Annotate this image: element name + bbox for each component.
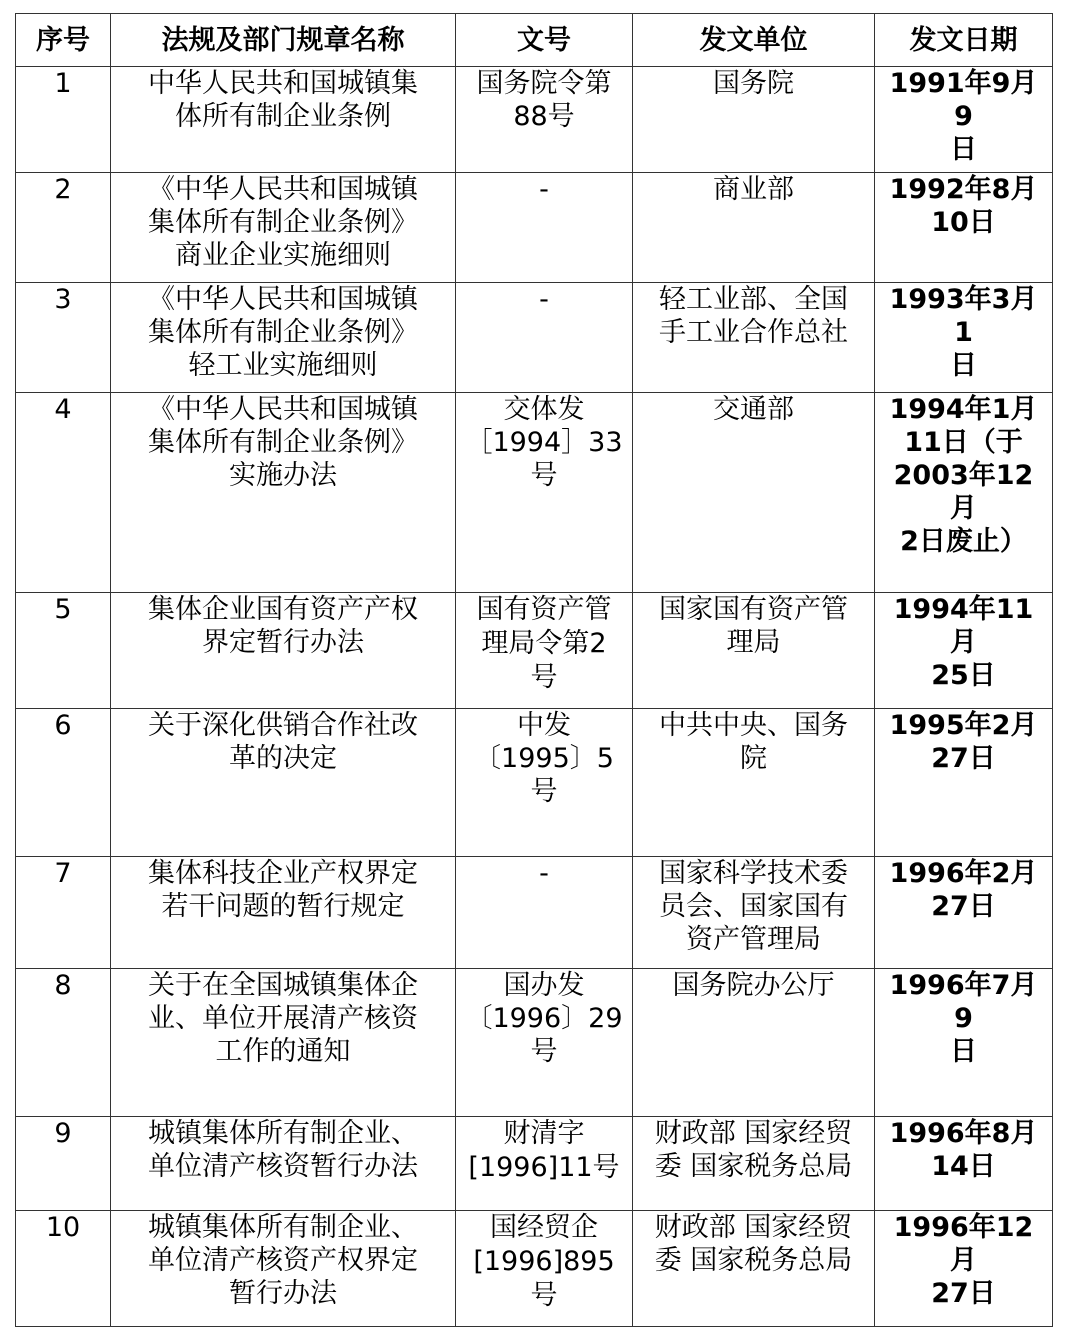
issuing-authority-cell (633, 1211, 875, 1327)
issuing-authority-cell (633, 283, 875, 393)
header-issuing-authority: 发文单位 (633, 14, 875, 67)
issuing-authority-cell (633, 173, 875, 283)
regulation-name-cell (111, 173, 456, 283)
regulation-name-cell (111, 283, 456, 393)
document-number-cell (456, 593, 633, 709)
issue-date-cell (875, 593, 1053, 709)
row-number-cell (16, 709, 111, 857)
document-number: 交体发 ［1994］33 号 (465, 394, 623, 491)
issue-date-cell (875, 393, 1053, 593)
header-issue-date: 发文日期 (875, 14, 1053, 67)
issuing-authority: 财政部 国家经贸 委 国家税务总局 (654, 1118, 853, 1182)
issuing-authority-cell (633, 67, 875, 173)
row-number-cell (16, 1211, 111, 1327)
header-document-number: 文号 (456, 14, 633, 67)
issue-date-cell (875, 1117, 1053, 1211)
table-row (16, 709, 1053, 857)
issuing-authority-cell (633, 857, 875, 969)
row-number-cell (16, 67, 111, 173)
regulation-name-cell (111, 969, 456, 1117)
issuing-authority: 中共中央、国务 院 (659, 710, 848, 774)
table-header-row (16, 14, 1053, 67)
header-regulation-name: 法规及部门规章名称 (111, 14, 456, 67)
document-number: 国经贸企 [1996]895 号 (473, 1212, 615, 1311)
row-number: 4 (54, 394, 72, 425)
regulation-name-cell (111, 393, 456, 593)
regulation-name-cell (111, 67, 456, 173)
row-number: 6 (54, 710, 72, 741)
document-number: - (539, 284, 549, 315)
regulation-name: 《中华人民共和国城镇 集体所有制企业条例》 轻工业实施细则 (148, 284, 418, 381)
regulation-name: 《中华人民共和国城镇 集体所有制企业条例》 商业企业实施细则 (148, 174, 418, 271)
issuing-authority-cell (633, 969, 875, 1117)
issuing-authority-cell (633, 1117, 875, 1211)
issuing-authority: 国家国有资产管 理局 (659, 594, 848, 658)
issue-date: 1991年9月9 日 (889, 68, 1038, 165)
document-number-cell (456, 1117, 633, 1211)
table-row (16, 393, 1053, 593)
regulation-name-cell (111, 1117, 456, 1211)
row-number: 3 (54, 284, 72, 315)
document-number: - (539, 858, 549, 889)
row-number: 1 (54, 68, 72, 99)
issuing-authority: 轻工业部、全国 手工业合作总社 (659, 284, 848, 348)
document-number-cell (456, 283, 633, 393)
regulation-name: 关于在全国城镇集体企 业、单位开展清产核资 工作的通知 (148, 970, 418, 1067)
issue-date: 1994年1月 11日（于 2003年12月 2日废止） (889, 394, 1038, 557)
regulation-name: 城镇集体所有制企业、 单位清产核资暂行办法 (148, 1118, 418, 1182)
document-number-cell (456, 1211, 633, 1327)
row-number: 8 (54, 970, 72, 1001)
row-number-cell (16, 393, 111, 593)
row-number-cell (16, 1117, 111, 1211)
issue-date-cell (875, 173, 1053, 283)
table-row (16, 969, 1053, 1117)
issuing-authority: 国务院 (713, 68, 794, 99)
document-number: 国有资产管 理局令第2 号 (476, 594, 612, 693)
issue-date: 1996年12月 27日 (893, 1212, 1034, 1309)
document-number: 财清字 [1996]11号 (468, 1118, 620, 1183)
table-row (16, 173, 1053, 283)
issue-date-cell (875, 283, 1053, 393)
issuing-authority: 交通部 (713, 394, 794, 425)
document-number: 中发 〔1995〕5 号 (474, 710, 614, 807)
document-number-cell (456, 173, 633, 283)
issue-date-cell (875, 857, 1053, 969)
regulations-table (15, 13, 1053, 1327)
issue-date-cell (875, 1211, 1053, 1327)
document-number: 国务院令第 88号 (476, 68, 612, 132)
issuing-authority: 国家科学技术委 员会、国家国有 资产管理局 (659, 858, 848, 955)
document-number: 国办发 〔1996〕29 号 (465, 970, 623, 1067)
issue-date: 1993年3月1 日 (889, 284, 1038, 381)
issue-date: 1996年8月 14日 (889, 1118, 1038, 1182)
regulation-name: 集体科技企业产权界定 若干问题的暂行规定 (148, 858, 418, 922)
row-number-cell (16, 283, 111, 393)
header-number: 序号 (16, 14, 111, 67)
row-number: 7 (54, 858, 72, 889)
issue-date-cell (875, 709, 1053, 857)
issuing-authority-cell (633, 393, 875, 593)
issue-date-cell (875, 67, 1053, 173)
issue-date-cell (875, 969, 1053, 1117)
issue-date: 1994年11月 25日 (893, 594, 1034, 691)
row-number: 5 (54, 594, 72, 625)
document-number-cell (456, 969, 633, 1117)
document-number-cell (456, 857, 633, 969)
regulation-name: 城镇集体所有制企业、 单位清产核资产权界定 暂行办法 (148, 1212, 418, 1309)
row-number: 9 (54, 1118, 72, 1149)
issuing-authority-cell (633, 709, 875, 857)
row-number-cell (16, 857, 111, 969)
document-number-cell (456, 393, 633, 593)
row-number-cell (16, 173, 111, 283)
table-row (16, 593, 1053, 709)
row-number: 2 (54, 174, 72, 205)
issuing-authority: 国务院办公厅 (672, 970, 835, 1001)
issuing-authority: 财政部 国家经贸 委 国家税务总局 (654, 1212, 853, 1276)
regulation-name: 中华人民共和国城镇集 体所有制企业条例 (148, 68, 418, 132)
row-number-cell (16, 969, 111, 1117)
regulation-name-cell (111, 593, 456, 709)
regulation-name: 关于深化供销合作社改 革的决定 (148, 710, 418, 774)
issuing-authority-cell (633, 593, 875, 709)
regulation-name-cell (111, 709, 456, 857)
document-number: - (539, 174, 549, 205)
regulation-name: 集体企业国有资产产权 界定暂行办法 (148, 594, 418, 658)
table-row (16, 1211, 1053, 1327)
table-row (16, 1117, 1053, 1211)
issue-date: 1995年2月 27日 (889, 710, 1038, 774)
issue-date: 1996年2月 27日 (889, 858, 1038, 922)
document-number-cell (456, 67, 633, 173)
issue-date: 1992年8月 10日 (889, 174, 1038, 238)
row-number-cell (16, 593, 111, 709)
table-row (16, 283, 1053, 393)
row-number: 10 (45, 1212, 81, 1243)
regulation-name: 《中华人民共和国城镇 集体所有制企业条例》 实施办法 (148, 394, 418, 491)
table-row (16, 67, 1053, 173)
regulation-name-cell (111, 857, 456, 969)
issuing-authority: 商业部 (713, 174, 794, 205)
document-number-cell (456, 709, 633, 857)
issue-date: 1996年7月9 日 (889, 970, 1038, 1067)
regulation-name-cell (111, 1211, 456, 1327)
table-row (16, 857, 1053, 969)
